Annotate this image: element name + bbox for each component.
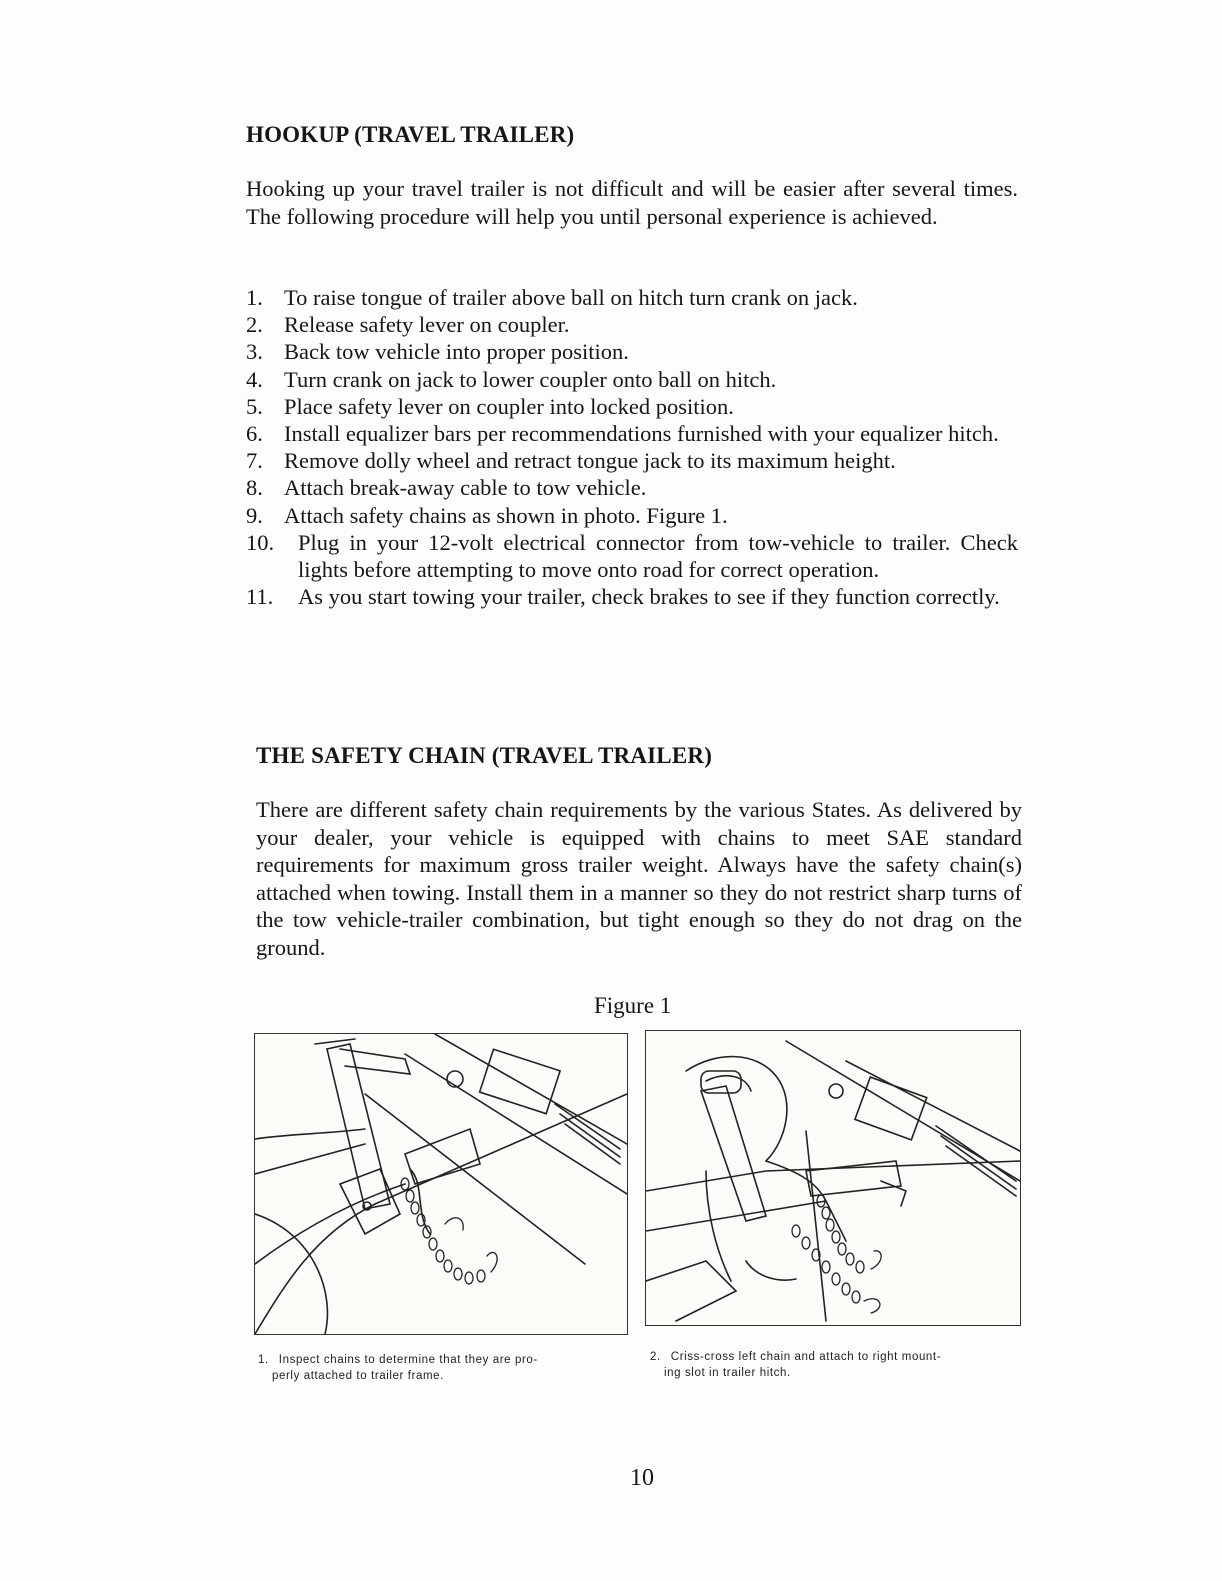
list-item: [246, 420, 1018, 447]
step-number: 1.: [246, 285, 263, 310]
photo-caption-2: [650, 1349, 1022, 1381]
step-number: 6.: [246, 421, 263, 447]
criss-cross-chain-drawing: [646, 1031, 1020, 1325]
step-number: 9.: [246, 502, 263, 528]
figure-title: Figure 1: [594, 993, 672, 1018]
step-number: 8.: [246, 475, 263, 501]
trailer-hitch-drawing: [255, 1034, 627, 1334]
hookup-intro-paragraph: Hooking up your travel trailer is not difficult and will be easier after several times. The following procedure will help you until personal experience is achieved.: [246, 176, 1018, 229]
list-item: [246, 583, 1018, 610]
step-number: 11.: [246, 584, 274, 610]
step-text: Turn crank on jack to lower coupler onto ball on hitch.: [284, 366, 777, 392]
list-item: [246, 284, 1018, 311]
caption-text: perly attached to trailer frame.: [272, 1370, 444, 1382]
caption-text: ing slot in trailer hitch.: [664, 1367, 791, 1379]
safety-chain-paragraph: There are different safety chain requirements by the various States. As delivered by your dealer, your vehicle is equipped with chains to meet SAE standard requirements for maximum gross trailer weight. Always have the safety chain(s) attached when towing. Install them in a manner so they do not restrict sharp turns of the tow vehicle-trailer combination, but tight enough so they do not drag on the ground.: [256, 797, 1022, 960]
step-text: Attach safety chains as shown in photo. Figure 1.: [284, 502, 728, 528]
section-heading-hookup: HOOKUP (TRAVEL TRAILER): [246, 122, 575, 147]
hookup-steps-list: [246, 284, 1018, 610]
list-item: [246, 366, 1018, 393]
step-text: Remove dolly wheel and retract tongue jack to its maximum height.: [284, 448, 896, 474]
step-number: 4.: [246, 366, 263, 392]
caption-number: 1.: [258, 1354, 269, 1366]
list-item: [246, 502, 1018, 529]
page-number: 10: [630, 1465, 654, 1491]
list-item: [246, 529, 1018, 583]
list-item: [246, 393, 1018, 420]
figure-photo-chains-attached: [254, 1033, 628, 1335]
caption-number: 2.: [650, 1351, 661, 1363]
section-heading-safety-chain: THE SAFETY CHAIN (TRAVEL TRAILER): [256, 743, 713, 768]
step-text: Plug in your 12-volt electrical connector from tow-vehicle to trailer. Check lights before attempting to move onto road for correct operation.: [298, 529, 1018, 583]
list-item: [246, 311, 1018, 338]
step-number: 3.: [246, 339, 263, 365]
step-text: Place safety lever on coupler into locked position.: [284, 393, 734, 419]
caption-text: Criss-cross left chain and attach to right mount-: [670, 1351, 942, 1363]
list-item: [246, 474, 1018, 501]
step-number: 2.: [246, 312, 263, 338]
figure-photo-criss-cross-chains: [645, 1030, 1021, 1326]
photo-caption-1: [258, 1352, 628, 1384]
step-text: To raise tongue of trailer above ball on hitch turn crank on jack.: [284, 285, 858, 310]
step-text: Install equalizer bars per recommendations furnished with your equalizer hitch.: [284, 421, 999, 447]
step-text: As you start towing your trailer, check brakes to see if they function correctly.: [298, 584, 1000, 610]
list-item: [246, 338, 1018, 365]
step-text: Release safety lever on coupler.: [284, 312, 570, 338]
caption-text: Inspect chains to determine that they are pro-: [278, 1354, 538, 1366]
step-number: 10.: [246, 529, 275, 555]
step-number: 5.: [246, 393, 263, 419]
step-text: Attach break-away cable to tow vehicle.: [284, 475, 647, 501]
step-number: 7.: [246, 448, 263, 474]
step-text: Back tow vehicle into proper position.: [284, 339, 629, 365]
list-item: [246, 447, 1018, 474]
